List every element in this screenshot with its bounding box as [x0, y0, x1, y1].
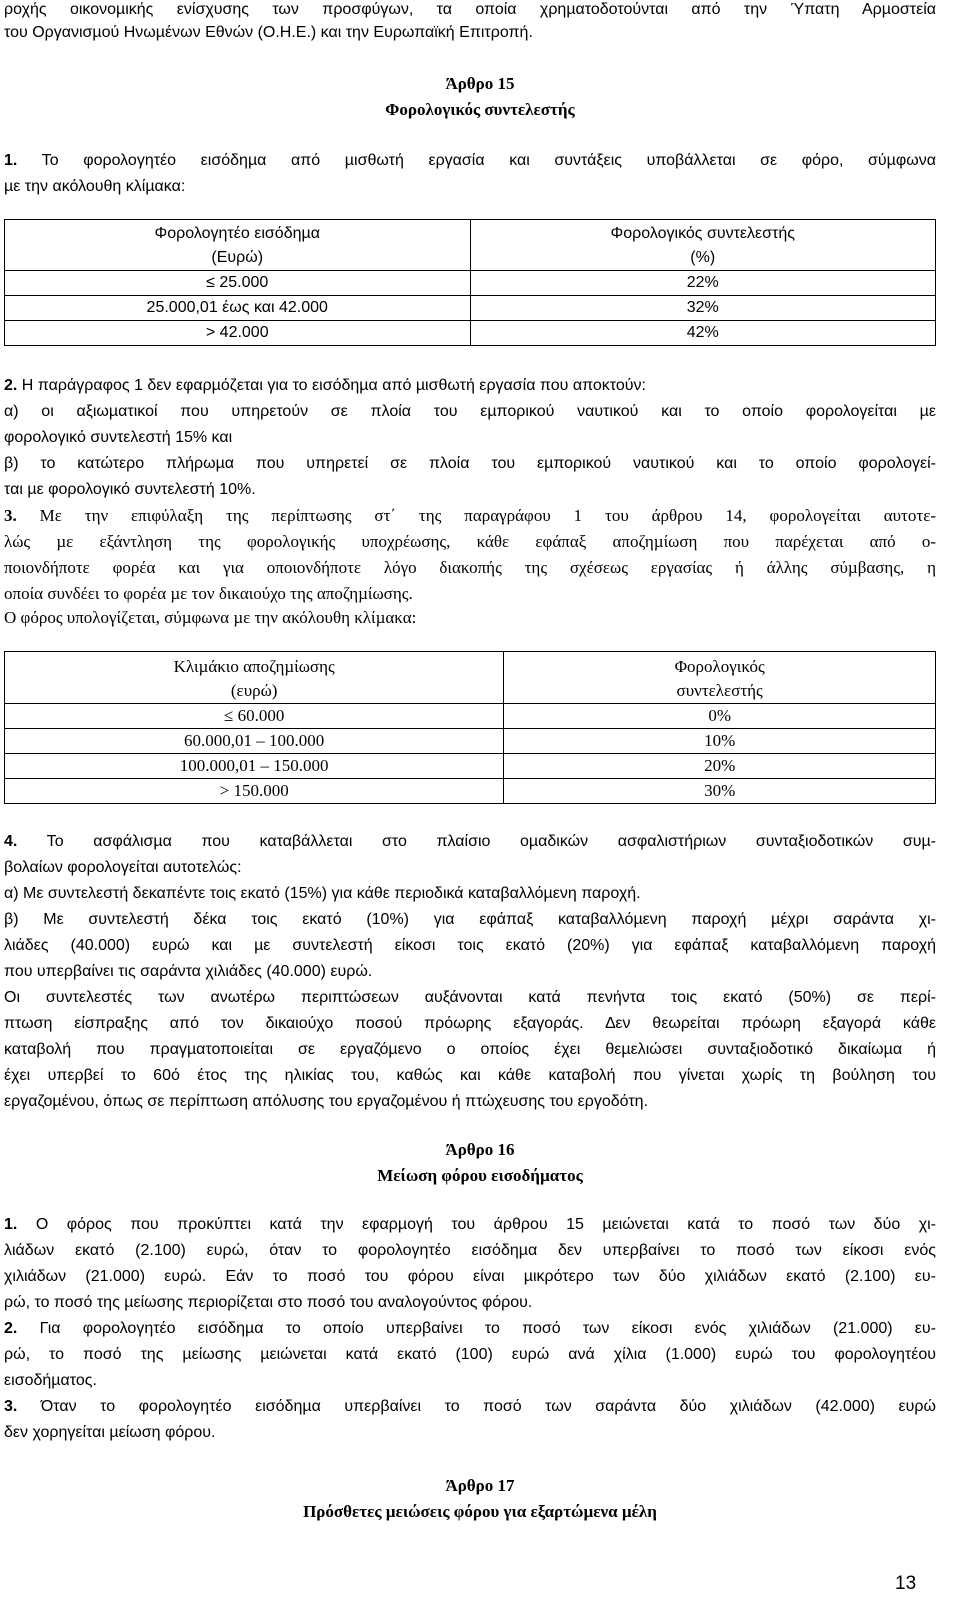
table-cell: ≤ 60.000	[5, 704, 504, 729]
compensation-scale-table	[4, 651, 936, 804]
paragraph-line: λιάδες (40.000) ευρώ και µε συντελεστή είκοσι τοις εκατό (20%) για εφάπαξ καταβαλλόµενη παροχή	[4, 937, 936, 954]
table-header-unit: (ευρώ)	[230, 680, 278, 700]
paragraph-line: µε την ακόλουθη κλίµακα:	[4, 178, 186, 195]
paragraph-line: χιλιάδων (21.000) ευρώ. Εάν το ποσό του φόρου είναι µικρότερο των δύο χιλιάδων εκατό (2.100) ευ-	[4, 1268, 936, 1285]
paragraph-line	[4, 1394, 936, 1420]
article-heading: Άρθρο 16	[445, 1140, 515, 1159]
paragraph-text: Ο φόρος που προκύπτει κατά την εφαρµογή του άρθρου 15 µειώνεται κατά το ποσό των δύο χι-	[35, 1216, 936, 1233]
article-title: Φορολογικός συντελεστής	[385, 100, 575, 119]
paragraph-number: 1.	[4, 1216, 18, 1233]
intro-line: του Οργανισµού Ηνωµένων Εθνών (Ο.Η.Ε.) και την Ευρωπαϊκή Επιτροπή.	[4, 24, 533, 41]
paragraph-line: ρώ, το ποσό της µείωσης µειώνεται κατά εκατό (100) ευρώ ανά χίλια (1.000) ευρώ του φορολογητέου	[4, 1346, 936, 1363]
table-cell: ≤ 25.000	[5, 271, 471, 296]
table-header-row	[5, 652, 936, 704]
paragraph-number: 3.	[4, 1398, 18, 1415]
table-cell: 100.000,01 – 150.000	[5, 754, 504, 779]
table-row	[5, 754, 936, 779]
table-cell: 20%	[504, 754, 936, 779]
paragraph-line: εισοδήµατος.	[4, 1372, 97, 1389]
table-header-unit: (%)	[690, 249, 716, 266]
paragraph-line: βολαίων φορολογείται αυτοτελώς:	[4, 859, 242, 876]
paragraph-line: δεν χορηγείται µείωση φόρου.	[4, 1424, 216, 1441]
intro-line: ροχής οικονοµικής ενίσχυσης των προσφύγων, τα οποία χρηµατοδοτούνται από την Ύπατη Αρµοστεία	[4, 1, 936, 18]
paragraph-line	[4, 1212, 936, 1238]
paragraph-line: ρώ, το ποσό της µείωσης περιορίζεται στο ποσό του αναλογούντος φόρου.	[4, 1294, 533, 1311]
paragraph-line: ται µε φορολογικό συντελεστή 10%.	[4, 481, 256, 498]
paragraph-line	[4, 373, 646, 399]
paragraph-line: εργαζοµένου, όπως σε περίπτωση απόλυσης του εργαζοµένου ή πτώχευσης του εργοδότη.	[4, 1093, 649, 1110]
paragraph-line: φορολογικό συντελεστή 15% και	[4, 429, 233, 446]
paragraph-text: Το ασφάλισµα που καταβάλλεται στο πλαίσιο οµαδικών ασφαλιστήριων συνταξιοδοτικών συµ-	[46, 833, 937, 850]
paragraph-line	[4, 829, 936, 855]
table-row	[5, 779, 936, 804]
paragraph-line	[4, 148, 936, 174]
paragraph-line: πτωση είσπραξης από τον δικαιούχο ποσού πρόωρης εξαγοράς. ∆εν θεωρείται πρόωρη εξαγορά κάθε	[4, 1015, 936, 1032]
table-header-text: Κλιµάκιο αποζηµίωσης	[173, 656, 335, 676]
paragraph-line: α) Με συντελεστή δεκαπέντε τοις εκατό (15%) για κάθε περιοδικά καταβαλλόµενη παροχή.	[4, 885, 641, 902]
table-row	[5, 321, 936, 346]
paragraph-line	[4, 1316, 936, 1342]
table-header-cell	[470, 220, 936, 271]
table-cell: 32%	[470, 296, 936, 321]
paragraph-line: καταβολή που πραγµατοποιείται σε εργαζόµενο ο οποίος έχει θεµελιώσει συνταξιοδοτικό δικαίωµα ή	[4, 1041, 936, 1058]
table-header-text: Φορολογητέο εισόδηµα	[154, 225, 320, 242]
paragraph-line: που υπερβαίνει τις σαράντα χιλιάδες (40.000) ευρώ.	[4, 963, 373, 980]
paragraph-number: 4.	[4, 833, 18, 850]
table-row	[5, 704, 936, 729]
table-header-row	[5, 220, 936, 271]
paragraph-line: Ο φόρος υπολογίζεται, σύµφωνα µε την ακόλουθη κλίµακα:	[4, 608, 417, 627]
table-cell: > 42.000	[5, 321, 471, 346]
paragraph-line	[4, 503, 936, 529]
table-row	[5, 729, 936, 754]
paragraph-text: Η παράγραφος 1 δεν εφαρµόζεται για το εισόδηµα από µισθωτή εργασία που αποκτούν:	[21, 377, 646, 394]
table-cell: 10%	[504, 729, 936, 754]
paragraph-number: 2.	[4, 377, 18, 394]
paragraph-number: 1.	[4, 152, 18, 169]
paragraph-line: λιάδων εκατό (2.100) ευρώ, όταν το φορολογητέο εισόδηµα δεν υπερβαίνει το ποσό των είκοσι ενός	[4, 1242, 936, 1259]
table-header-text: Φορολογικός	[674, 656, 765, 676]
paragraph-line: ποιονδήποτε φορέα και για οποιονδήποτε λόγο διακοπής της σχέσεως εργασίας ή άλλης σύµβασης, η	[4, 558, 936, 577]
table-header-cell	[5, 652, 504, 704]
paragraph-line: Οι συντελεστές των ανωτέρω περιπτώσεων αυξάνονται κατά πενήντα τοις εκατό (50%) σε περί-	[4, 989, 936, 1006]
paragraph-text: Με την επιφύλαξη της περίπτωσης στ΄ της παραγράφου 1 του άρθρου 14, φορολογείται αυτοτε-	[39, 506, 936, 525]
paragraph-line: οποία συνδέει το φορέα µε τον δικαιούχο της αποζηµίωσης.	[4, 584, 413, 603]
paragraph-text: Για φορολογητέο εισόδηµα το οποίο υπερβαίνει το ποσό των είκοσι ενός χιλιάδων (21.000) ευ-	[39, 1320, 936, 1337]
paragraph-line: λώς µε εξάντληση της φορολογικής υποχρέωσης, κάθε εφάπαξ αποζηµίωση που παρέχεται από ο-	[4, 532, 936, 551]
table-header-unit: (Ευρώ)	[211, 249, 264, 266]
paragraph-line: β) το κατώτερο πλήρωµα που υπηρετεί σε πλοία του εµπορικού ναυτικού και το οποίο φορολογεί-	[4, 455, 936, 472]
paragraph-line: α) οι αξιωµατικοί που υπηρετούν σε πλοία του εµπορικού ναυτικού και το οποίο φορολογείται µε	[4, 403, 936, 420]
table-cell: 0%	[504, 704, 936, 729]
article-title: Πρόσθετες µειώσεις φόρου για εξαρτώµενα µέλη	[303, 1502, 657, 1521]
table-cell: 22%	[470, 271, 936, 296]
paragraph-text: Όταν το φορολογητέο εισόδηµα υπερβαίνει το ποσό των σαράντα δύο χιλιάδων (42.000) ευρώ	[40, 1398, 937, 1415]
table-row	[5, 271, 936, 296]
paragraph-text: Το φορολογητέο εισόδηµα από µισθωτή εργασία και συντάξεις υποβάλλεται σε φόρο, σύµφωνα	[41, 152, 937, 169]
table-row	[5, 296, 936, 321]
page-number: 13	[895, 1573, 917, 1594]
paragraph-line: β) Με συντελεστή δέκα τοις εκατό (10%) για εφάπαξ καταβαλλόµενη παροχή µέχρι σαράντα χι-	[4, 911, 936, 928]
table-cell: 60.000,01 – 100.000	[5, 729, 504, 754]
table-header-unit: συντελεστής	[676, 680, 763, 700]
article-heading: Άρθρο 17	[445, 1476, 515, 1495]
table-cell: > 150.000	[5, 779, 504, 804]
table-header-text: Φορολογικός συντελεστής	[610, 225, 795, 242]
tax-scale-table	[4, 219, 936, 346]
table-cell: 30%	[504, 779, 936, 804]
article-heading: Άρθρο 15	[445, 74, 515, 93]
paragraph-number: 2.	[4, 1320, 18, 1337]
table-header-cell	[5, 220, 471, 271]
article-title: Μείωση φόρου εισοδήµατος	[377, 1166, 583, 1185]
table-cell: 42%	[470, 321, 936, 346]
table-cell: 25.000,01 έως και 42.000	[5, 296, 471, 321]
paragraph-line: έχει υπερβεί το 60ό έτος της ηλικίας του, καθώς και κάθε καταβολή που γίνεται χωρίς τη βούληση του	[4, 1067, 936, 1084]
table-header-cell	[504, 652, 936, 704]
paragraph-number: 3.	[4, 506, 17, 525]
